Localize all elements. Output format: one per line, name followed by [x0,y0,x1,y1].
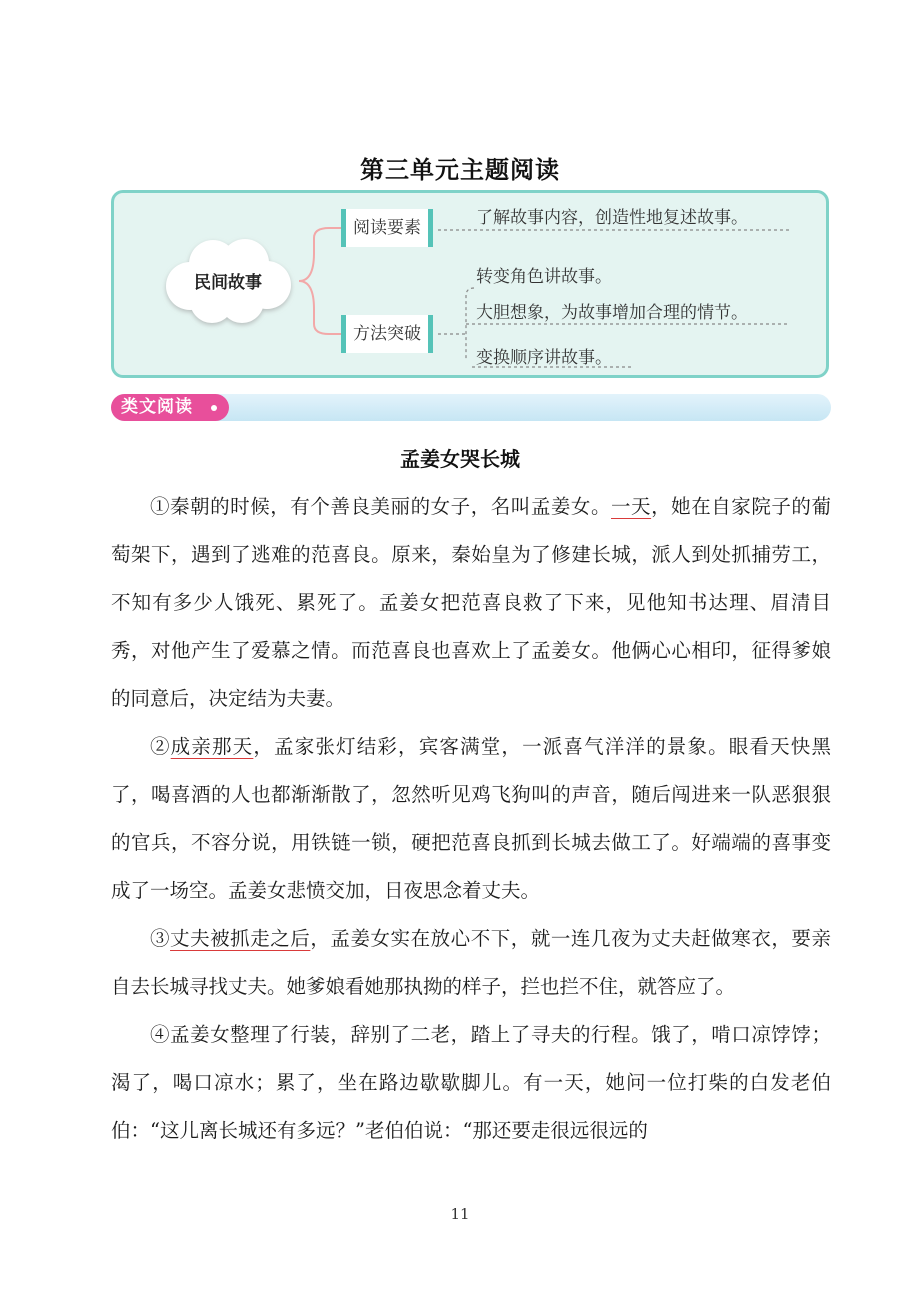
method-item: 大胆想象，为故事增加合理的情节。 [476,303,748,323]
article-paragraph: ④孟姜女整理了行装，辞别了二老，踏上了寻夫的行程。饿了，啃口凉饽饽；渴了，喝口凉水；累了，坐在路边歇歇脚儿。有一天，她问一位打柴的白发老伯伯：“这儿离长城还有多远？”老伯伯说：“那还要走很远很远的 [111,1023,831,1142]
article-paragraph: ①秦朝的时候，有个善良美丽的女子，名叫孟姜女。一天，她在自家院子的葡萄架下，遇到了逃难的范喜良。原来，秦始皇为了修建长城，派人到处抓捕劳工，不知有多少人饿死、累死了。孟姜女把范喜良救了下来，见他知书达理、眉清目秀，对他产生了爱慕之情。而范喜良也喜欢上了孟姜女。他俩心心相印，征得爹娘的同意后，决定结为夫妻。 [111,495,831,710]
section-dot-icon [211,405,217,411]
category-method-breakthrough: 方法突破 [341,315,433,353]
section-label: 类文阅读 [111,394,229,421]
reading-element-item: 了解故事内容，创造性地复述故事。 [476,208,748,228]
underlined-phrase: 成亲那天 [170,735,254,758]
theme-center-label: 民间故事 [194,273,262,293]
category-reading-elements: 阅读要素 [341,209,433,247]
method-item: 转变角色讲故事。 [476,267,612,287]
underlined-phrase: 一天 [611,495,652,518]
page-number: 11 [450,1205,470,1223]
method-item: 变换顺序讲故事。 [476,348,612,368]
article-paragraph: ②成亲那天，孟家张灯结彩，宾客满堂，一派喜气洋洋的景象。眼看天快黑了，喝喜酒的人也都渐渐散了，忽然听见鸡飞狗叫的声音，随后闯进来一队恶狠狠的官兵，不容分说，用铁链一锁，硬把范喜良抓到长城去做工了。好端端的喜事变成了一场空。孟姜女悲愤交加，日夜思念着丈夫。 [111,735,831,902]
theme-map [111,190,829,378]
page-title: 第三单元主题阅读 [360,156,560,184]
article-title: 孟姜女哭长城 [400,447,520,471]
underlined-phrase: 丈夫被抓走之后 [170,927,311,950]
article-paragraph: ③丈夫被抓走之后，孟姜女实在放心不下，就一连几夜为丈夫赶做寒衣，要亲自去长城寻找丈夫。她爹娘看她那执拗的样子，拦也拦不住，就答应了。 [111,927,831,998]
